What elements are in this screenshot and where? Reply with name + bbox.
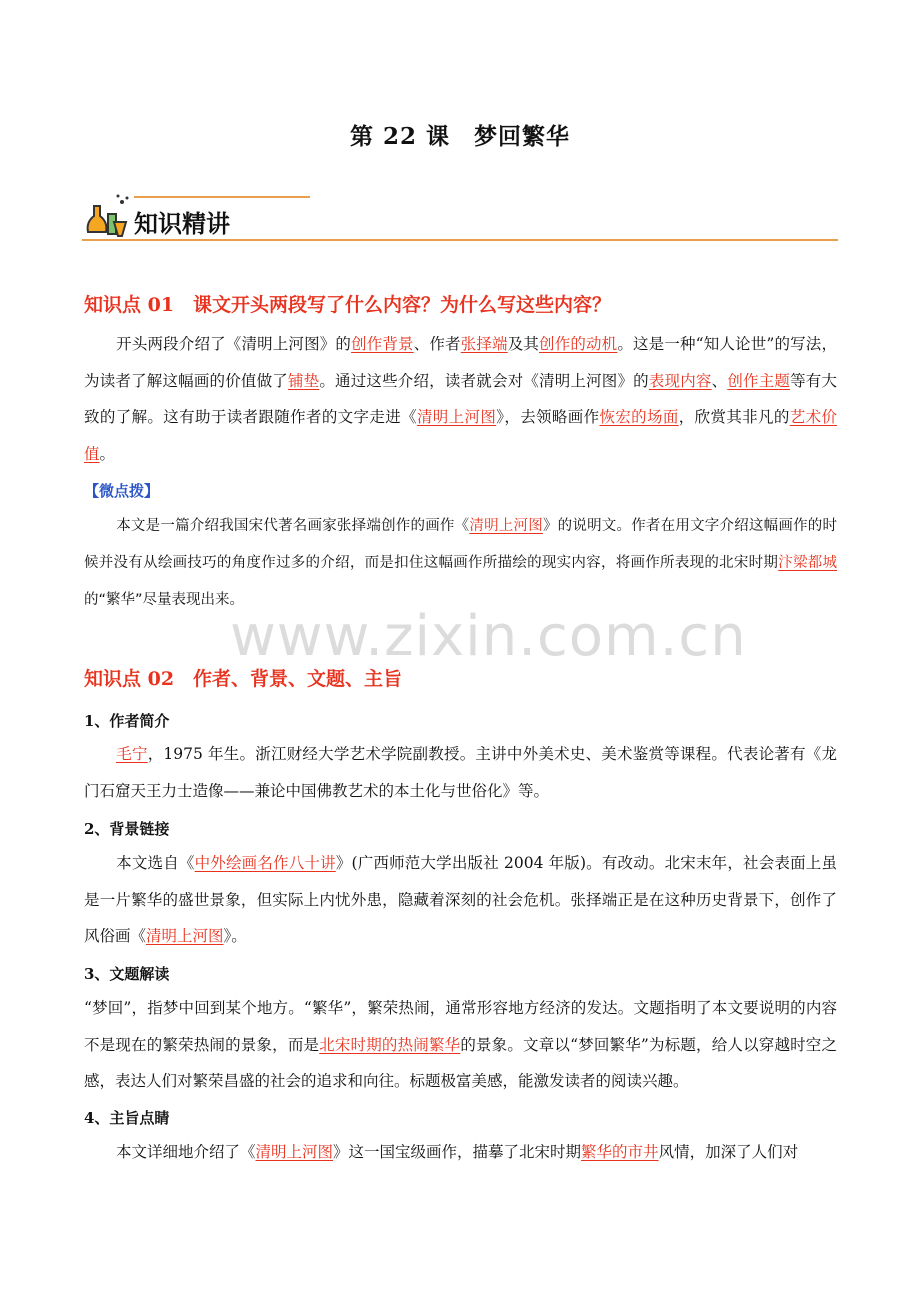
header-top-rule	[134, 196, 310, 198]
highlight-term: 北宋时期的热闹繁华	[319, 1035, 461, 1054]
highlight-term: 清明上河图	[146, 927, 224, 945]
highlight-term: 中外绘画名作八十讲	[194, 854, 336, 872]
theme-paragraph: 本文详细地介绍了《清明上河图》这一国宝级画作，描摹了北宋时期繁华的市井风情，加深了人们对	[116, 1143, 799, 1161]
header-bottom-rule	[82, 239, 838, 241]
subheading-theme: 4、主旨点睛	[84, 1109, 170, 1127]
knowledge-point-02-heading: 知识点 02 作者、背景、文题、主旨	[84, 668, 403, 690]
highlight-term: 汴梁都城	[778, 555, 837, 571]
section-header	[82, 186, 838, 242]
author-paragraph: 毛宁，1975 年生。浙江财经大学艺术学院副教授。主讲中外美术史、美术鉴赏等课程。代表论著有《龙门石窟天王力士造像——兼论中国佛教艺术的本土化与世俗化》等。	[84, 745, 837, 800]
background-paragraph: 本文选自《中外绘画名作八十讲》(广西师范大学出版社 2004 年版)。有改动。北宋末年，社会表面上虽是一片繁华的盛世景象，但实际上内忧外患，隐藏着深刻的社会危机。张择端正是在这种历史背景下，创作了风俗画《清明上河图》。	[84, 854, 837, 945]
tip-paragraph: 本文是一篇介绍我国宋代著名画家张择端创作的画作《清明上河图》的说明文。作者在用文字介绍这幅画作的时候并没有从绘画技巧的角度作过多的介绍，而是扣住这幅画作所描绘的现实内容，将画作所表现的北宋时期汴梁都城的“繁华”尽量表现出来。	[84, 518, 838, 608]
highlight-term: 表现内容	[648, 371, 712, 390]
lesson-title: 第 22 课 梦回繁华	[349, 123, 571, 150]
subheading-author: 1、作者简介	[84, 712, 170, 730]
subheading-background: 2、背景链接	[84, 820, 170, 838]
kp1-paragraph: 开头两段介绍了《清明上河图》的创作背景、作者张择端及其创作的动机。这是一种“知人论世”的写法，为读者了解这幅画的价值做了铺垫。通过这些介绍，读者就会对《清明上河图》的表现内容、创作主题等有大致的了解。这有助于读者跟随作者的文字走进《清明上河图》，去领略画作恢宏的场面，欣赏其非凡的艺术价值。	[84, 335, 837, 463]
section-label: 知识精讲	[134, 210, 230, 238]
subheading-title-reading: 3、文题解读	[84, 965, 170, 983]
tip-label: 【微点拨】	[84, 482, 160, 500]
highlight-term: 清明上河图	[255, 1143, 334, 1161]
knowledge-point-01-heading: 知识点 01 课文开头两段写了什么内容？为什么写这些内容？	[84, 294, 612, 316]
highlight-term: 繁华的市井	[581, 1143, 659, 1161]
highlight-term: 创作主题	[727, 371, 791, 390]
watermark: www.zixin.com.cn	[230, 604, 747, 669]
highlight-term: 清明上河图	[416, 408, 497, 426]
highlight-term: 恢宏的场面	[599, 408, 679, 426]
title-reading-paragraph: “梦回”，指梦中回到某个地方。“繁华”，繁荣热闹，通常形容地方经济的发达。文题指明了本文要说明的内容不是现在的繁荣热闹的景象，而是北宋时期的热闹繁华的景象。文章以“梦回繁华”为标题，给人以穿越时空之感，表达人们对繁荣昌盛的社会的追求和向往。标题极富美感，能激发读者的阅读兴趣。	[84, 999, 837, 1090]
highlight-term: 清明上河图	[469, 518, 543, 534]
highlight-term: 创作背景	[351, 335, 414, 353]
highlight-term: 创作的动机	[539, 335, 618, 353]
highlight-term: 铺垫	[287, 371, 320, 390]
highlight-term: 张择端	[460, 335, 508, 353]
lab-flask-icon	[82, 192, 132, 238]
highlight-term: 毛宁	[116, 745, 148, 763]
highlight-term: 艺术价值	[84, 408, 837, 463]
